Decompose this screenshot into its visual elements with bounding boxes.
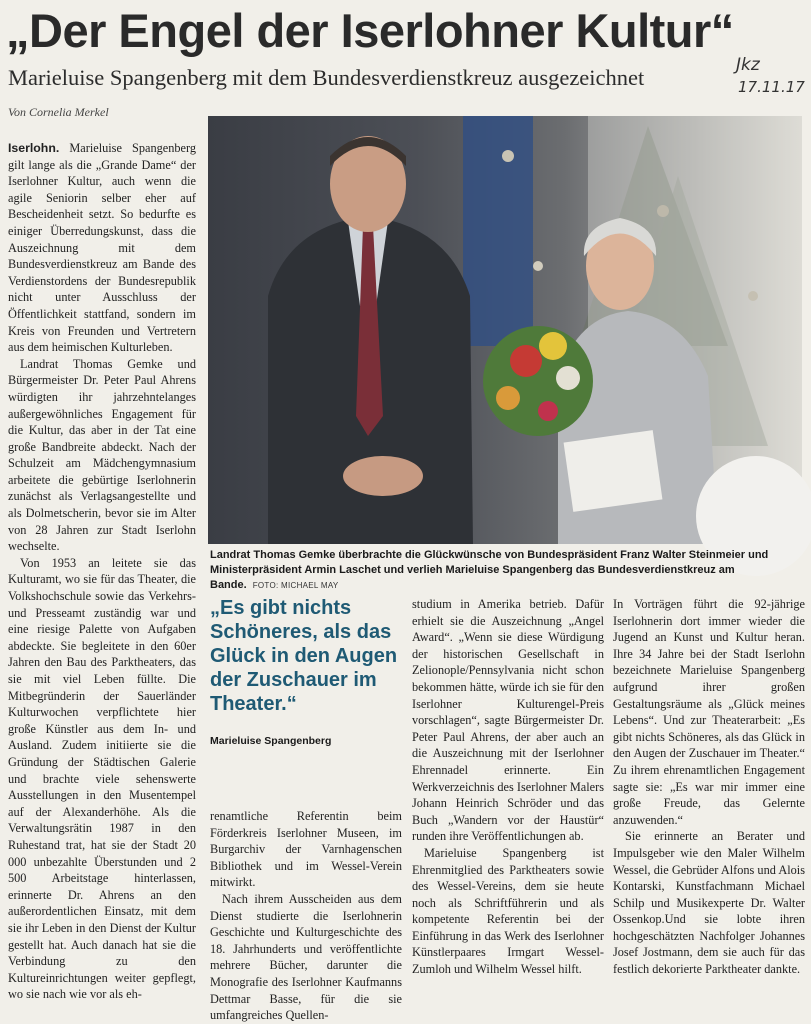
photo-caption — [210, 548, 804, 593]
photo-illustration — [208, 116, 802, 544]
byline: Von Cornelia Merkel — [8, 105, 109, 119]
photo-credit: FOTO: MICHAEL MAY — [252, 581, 339, 590]
dateline: Iserlohn. — [8, 141, 60, 155]
paragraph: Marieluise Spangenberg gilt lange als die „Grande Dame“ der Iserlohner Kultur, auch wenn die agile Seniorin selber eher auf Bescheidenheit setzt. So bedurfte es einiger Überredungskunst, dass die Auszeichnung mit dem Bundesverdienstkreuz am Bande des Verdienstordens der Bundesrepublik nicht unter Ausschluss der Öffentlichkeit stattfand, sondern im Kreis von Freunden und Vertretern aus dem heimischen Kulturleben. — [8, 141, 196, 355]
article-column-1 — [8, 140, 196, 1002]
article-column-3 — [412, 596, 604, 984]
handwritten-source: Jkz — [736, 55, 760, 75]
paragraph: In Vorträgen führt die 92-jährige Iserlohnerin dort immer wieder die Jugend an Kunst und Kultur heran. Ihre 34 Jahre bei der Stadt Iserlohn bezeichnete Marieluise Spangenberg aufgrund ihrer großen Gestaltungsräume als „Glück meines Lebens“. Und zur Theaterarbeit: „Es gibt nichts Schöneres, als das Glück in den Augen der Zuschauer im Theater.“ Zu ihrem ehrenamtlichen Engagement sagte sie: „Es war mir immer eine große Freude, das Gelernte anzuwenden.“ — [613, 597, 805, 827]
paragraph: renamtliche Referentin beim Förderkreis Iserlohner Museen, im Burgarchiv der Varnhagenschen Bibliothek und im Wessel-Verein mitwirkt. — [210, 809, 402, 890]
paragraph: Marieluise Spangenberg ist Ehrenmitglied des Parktheaters sowie des Wessel-Vereins, dem sie heute noch als Schriftführerin und als kompetente Referentin bei der Einführung in das Werk des Iserlohner Künstlerpaares Irmgart Wessel-Zumloh und Wilhelm Wessel hilft. — [412, 845, 604, 977]
handwritten-date: 17.11.17 — [738, 78, 805, 96]
photo-caption-text: Landrat Thomas Gemke überbrachte die Glückwünsche von Bundespräsident Franz Walter Steinmeier und Ministerpräsident Armin Laschet und verlieh Marieluise Spangenberg das Bundesverdienstkreuz am Bande. — [210, 549, 769, 591]
paragraph: Von 1953 an leitete sie das Kulturamt, wo sie für das Theater, die Volkshochschule sowie das Verkehrs- und Presseamt zuständig war und eine riesige Palette von Aufgaben abdeckte. Sie begleitete in den 60er Jahren den Bau des Parktheaters, das sie mit viel Leben füllte. Die Mitbegründerin der Sauerländer Kulturwochen verpflichtete hier große Künstler aus dem In- und Ausland. Zudem initiierte sie die Gründung der Städtischen Galerie und brachte viele sehenswerte Ausstellungen in den Musentempel auf der Alexanderhöhe. Als die Verwaltungsrätin 1987 in den Ruhestand trat, hat sie der Stadt 20 000 unbezahlte Überstunden und 2 500 Arbeitstage hinterlassen, erinnerte Dr. Ahrens an den außerordentlichen Einsatz, mit dem sie ihr Leben in den Dienst der Kultur gestellt hat. Auch danach hat sie die Verbindung zu den Kultureinrichtungen weiter gepflegt, wo sie nach wie vor als eh- — [8, 555, 196, 1002]
headline: „Der Engel der Iserlohner Kultur“ — [6, 4, 734, 57]
paragraph: studium in Amerika betrieb. Dafür erhielt sie die Auszeichnung „Angel Award“. „Wenn sie diese Würdigung der historischen Gesellschaft in Zelionople/Pennsylvania nicht schon bekommen hätte, würde ich sie für den Iserlohner Kulturengel-Preis vorschlagen“, sagte Bürgermeister Dr. Peter Paul Ahrens, der aber auch an die Auszeichnung mit der Iserlohner Ehrennadel erinnerte. Ein Werkverzeichnis des Iserlohner Malers Johann Heinrich Schröder und das Buch „Wandern vor der Haustür“ runden ihre Veröffentlichungen ab. — [412, 597, 604, 844]
article-column-4 — [613, 596, 805, 984]
paragraph: Nach ihrem Ausscheiden aus dem Dienst studierte die Iserlohnerin Geschichte und Kulturgeschichte des 18. Jahrhunderts und veröffentlichte mehrere Bücher, darunter die Monografie des Iserlohner Kaufmanns Dettmar Basse, für die sie umfangreiches Quellen- — [210, 891, 402, 1023]
handwritten-note — [736, 54, 805, 98]
pull-quote: „Es gibt nichts Schöneres, als das Glück in den Augen der Zuschauer im Theater.“ — [210, 597, 398, 715]
subheadline: Marieluise Spangenberg mit dem Bundesverdienstkreuz ausgezeichnet — [8, 65, 645, 90]
paragraph: Sie erinnerte an Berater und Impulsgeber wie den Maler Wilhelm Wessel, die Gebrüder Alfons und Alois Kontarski, Kunstfachmann Michael Schilp und Musikexperte Dr. Walter Ossenkop.Und sie lobte ihren hochgeschätzten Nachfolger Johannes Josef Jostmann, dem sie auch für das festlich dekorierte Parktheater dankte. — [613, 829, 805, 977]
pull-quote-attribution: Marieluise Spangenberg — [210, 735, 332, 747]
article-column-2 — [210, 808, 402, 1023]
article-photo — [208, 116, 802, 544]
paragraph: Landrat Thomas Gemke und Bürgermeister Dr. Peter Paul Ahrens würdigten ihr jahrzehntelanges außergewöhnliches Engagement für die Kultur, das aber in der Tat eine große Bandbreite abdeckt. Nach der Schulzeit am Mädchengymnasium arbeitete die gebürtige Iserlohnerin zunächst als Verlagsangestellte und als Dolmetscherin, bevor sie im Alter von 28 Jahren zur Stadt Iserlohn wechselte. — [8, 356, 196, 554]
